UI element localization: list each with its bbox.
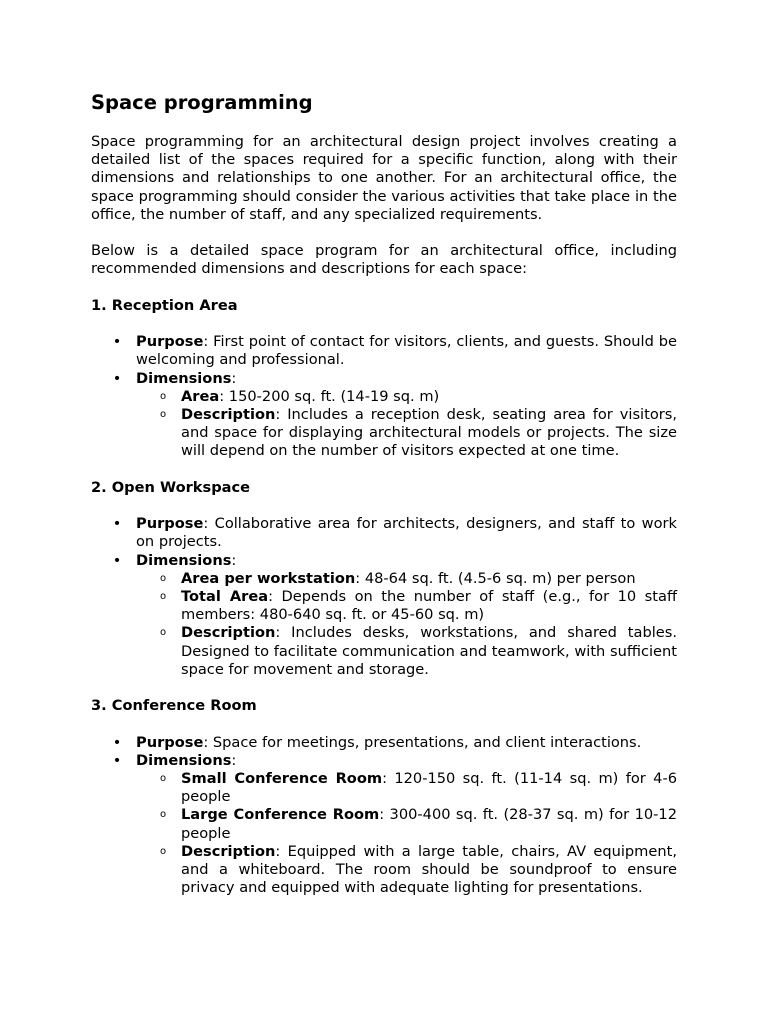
bullet-icon: • — [112, 369, 122, 387]
circle-bullet-icon: o — [159, 845, 167, 857]
item-label: Description — [181, 842, 276, 860]
dimensions-sublist — [136, 388, 677, 461]
bullet-icon: • — [112, 515, 122, 533]
item-label: Large Conference Room — [181, 806, 380, 824]
sublist-item — [159, 569, 677, 588]
item-text: : 120-150 sq. ft. (11-14 sq. m) for 4-6 people — [181, 770, 677, 806]
item-text: : 48-64 sq. ft. (4.5-6 sq. m) per person — [355, 569, 636, 587]
item-label: Area — [181, 387, 220, 405]
list-item-dimensions — [112, 369, 677, 461]
section-list — [91, 333, 677, 460]
intro-paragraph: Below is a detailed space program for an architectural office, including recommended dimensions and descriptions for each space: — [91, 242, 677, 278]
dimensions-label: Dimensions — [136, 751, 232, 769]
circle-bullet-icon: o — [159, 390, 167, 402]
circle-bullet-icon: o — [159, 409, 167, 420]
purpose-text: : First point of contact for visitors, clients, and guests. Should be welcoming and professional. — [136, 333, 677, 369]
circle-bullet-icon: o — [159, 627, 167, 639]
dimensions-suffix: : — [231, 369, 237, 387]
sections-container — [91, 297, 677, 898]
item-text: : Equipped with a large table, chairs, AV equipment, and a whiteboard. The room should be soundproof to ensure privacy and equipped with adequate lighting for presentations. — [181, 842, 677, 897]
item-label: Area per workstation — [181, 569, 356, 587]
bullet-icon: • — [112, 551, 122, 569]
dimensions-sublist — [136, 770, 677, 897]
item-label: Description — [181, 406, 276, 423]
purpose-label: Purpose — [136, 733, 204, 751]
list-item-dimensions — [112, 551, 678, 679]
sublist-item — [159, 624, 677, 679]
dimensions-suffix: : — [231, 551, 237, 569]
document-title: Space programming — [91, 91, 313, 114]
intro-paragraph: Space programming for an architectural design project involves creating a detailed list of the spaces required for a specific function, along with their dimensions and relationships to one another. For an architectural office, the space programming should consider the various activities that take place in the office, the number of staff, and any specialized requirements. — [91, 133, 677, 223]
circle-bullet-icon: o — [159, 809, 167, 821]
item-text: : 150-200 sq. ft. (14-19 sq. m) — [219, 387, 440, 405]
item-label: Small Conference Room — [181, 770, 383, 787]
purpose-text: : Collaborative area for architects, designers, and staff to work on projects. — [136, 515, 677, 551]
purpose-label: Purpose — [136, 333, 204, 351]
list-item-purpose — [112, 333, 677, 369]
sublist-item — [159, 842, 677, 898]
list-item-purpose — [112, 733, 677, 752]
dimensions-label: Dimensions — [136, 551, 232, 569]
purpose-label: Purpose — [136, 515, 204, 533]
bullet-icon: • — [112, 751, 122, 769]
sublist-item — [159, 806, 677, 842]
sublist-item — [159, 387, 677, 406]
sublist-item — [159, 588, 678, 624]
item-text: : Includes a reception desk, seating area for visitors, and space for displaying architectural models or projects. The size will depend on the number of visitors expected at one time. — [181, 406, 677, 460]
list-item-dimensions — [112, 751, 677, 898]
dimensions-sublist — [136, 570, 677, 679]
item-text: : Includes desks, workstations, and shared tables. Designed to facilitate communication and teamwork, with sufficient space for movement and storage. — [181, 624, 677, 678]
circle-bullet-icon: o — [159, 591, 167, 602]
purpose-text: : Space for meetings, presentations, and client interactions. — [203, 733, 642, 751]
dimensions-label: Dimensions — [136, 369, 232, 387]
section-heading: 1. Reception Area — [91, 296, 238, 314]
item-text: : 300-400 sq. ft. (28-37 sq. m) for 10-12 people — [181, 806, 677, 842]
item-text: : Depends on the number of staff (e.g., for 10 staff members: 480-640 sq. ft. or 45-60 sq. m) — [181, 588, 678, 624]
circle-bullet-icon: o — [159, 773, 167, 784]
dimensions-suffix: : — [231, 751, 237, 769]
section-list — [91, 734, 677, 898]
list-item-purpose — [112, 515, 677, 551]
section-heading: 3. Conference Room — [91, 697, 257, 715]
sublist-item — [159, 406, 677, 461]
circle-bullet-icon: o — [159, 572, 167, 584]
sublist-item — [159, 770, 677, 806]
section-list — [91, 515, 677, 679]
item-label: Total Area — [181, 588, 269, 605]
bullet-icon: • — [112, 333, 122, 351]
bullet-icon: • — [112, 733, 122, 751]
section-heading: 2. Open Workspace — [91, 478, 251, 496]
item-label: Description — [181, 624, 276, 642]
